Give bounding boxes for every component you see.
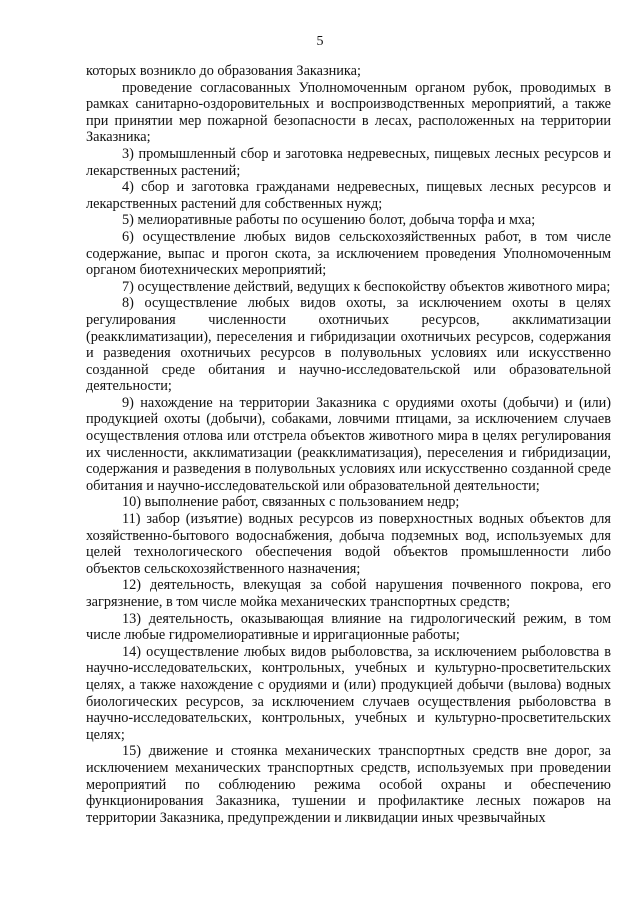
paragraph: 6) осуществление любых видов сельскохозяйственных работ, в том числе содержание, выпас и прогон скота, за исключением проведения Уполномоченным органом биотехнических мероприятий; (86, 228, 611, 279)
paragraph: 12) деятельность, влекущая за собой нарушения почвенного покрова, его загрязнение, в том числе мойка механических транспортных средств; (86, 577, 611, 610)
paragraph: которых возникло до образования Заказника; (86, 63, 361, 79)
paragraph: 4) сбор и заготовка гражданами недревесных, пищевых лесных ресурсов и лекарственных растений для собственных нужд; (86, 179, 611, 212)
paragraph: 5) мелиоративные работы по осушению болот, добыча торфа и мха; (122, 212, 536, 229)
paragraph: 7) осуществление действий, ведущих к беспокойству объектов животного мира; (122, 278, 611, 295)
paragraph: 8) осуществление любых видов охоты, за исключением охоты в целях регулирования численности охотничьих ресурсов, акклиматизации (реакклиматизации), переселения и гибридизации охотничьих ресурсов, содержания и разведения охотничьих ресурсов в полувольных условиях или искусственно созданной среде обитания и научно-исследовательской или образовательной деятельности; (86, 295, 611, 395)
paragraph: 15) движение и стоянка механических транспортных средств вне дорог, за исключением механических транспортных средств, используемых при проведении мероприятий по соблюдению режима особой охраны и обеспечению функционирования Заказника, тушении и профилактике лесных пожаров на территории Заказника, предупреждении и ликвидации иных чрезвычайных (86, 743, 611, 826)
paragraph: 3) промышленный сбор и заготовка недревесных, пищевых лесных ресурсов и лекарственных растений; (86, 145, 611, 179)
document-body (86, 63, 611, 826)
paragraph: 14) осуществление любых видов рыболовства, за исключением рыболовства в научно-исследовательских, контрольных, учебных и культурно-просветительских целях, а также нахождение с орудиями и (или) продукцией добычи (вылова) водных биологических ресурсов, за исключением случаев осуществления рыболовства в научно-исследовательских, контрольных, учебных и культурно-просветительских целях; (86, 643, 611, 743)
paragraph: 10) выполнение работ, связанных с пользованием недр; (122, 494, 460, 511)
page-number: 5 (316, 34, 324, 49)
paragraph: 13) деятельность, оказывающая влияние на гидрологический режим, в том числе любые гидромелиоративные и ирригационные работы; (86, 610, 611, 644)
paragraph: 9) нахождение на территории Заказника с орудиями охоты (добычи) и (или) продукцией охоты (добычи), собаками, ловчими птицами, за исключением случаев осуществления отлова или отстрела объектов животного мира в целях регулирования их численности, акклиматизации (реакклиматизация), переселения и гибридизации, содержания и разведения в полувольных условиях или искусственно созданной среде обитания и научно-исследовательской или образовательной деятельности; (86, 394, 611, 494)
paragraph: 11) забор (изъятие) водных ресурсов из поверхностных водных объектов для хозяйственно-бытового водоснабжения, добыча подземных вод, используемых для целей технологического обеспечения водой объектов промышленности либо объектов сельскохозяйственного назначения; (86, 511, 611, 577)
paragraph: проведение согласованных Уполномоченным органом рубок, проводимых в рамках санитарно-оздоровительных и воспроизводственных мероприятий, а также при принятии мер пожарной безопасности в лесах, расположенных на территории Заказника; (86, 79, 611, 146)
